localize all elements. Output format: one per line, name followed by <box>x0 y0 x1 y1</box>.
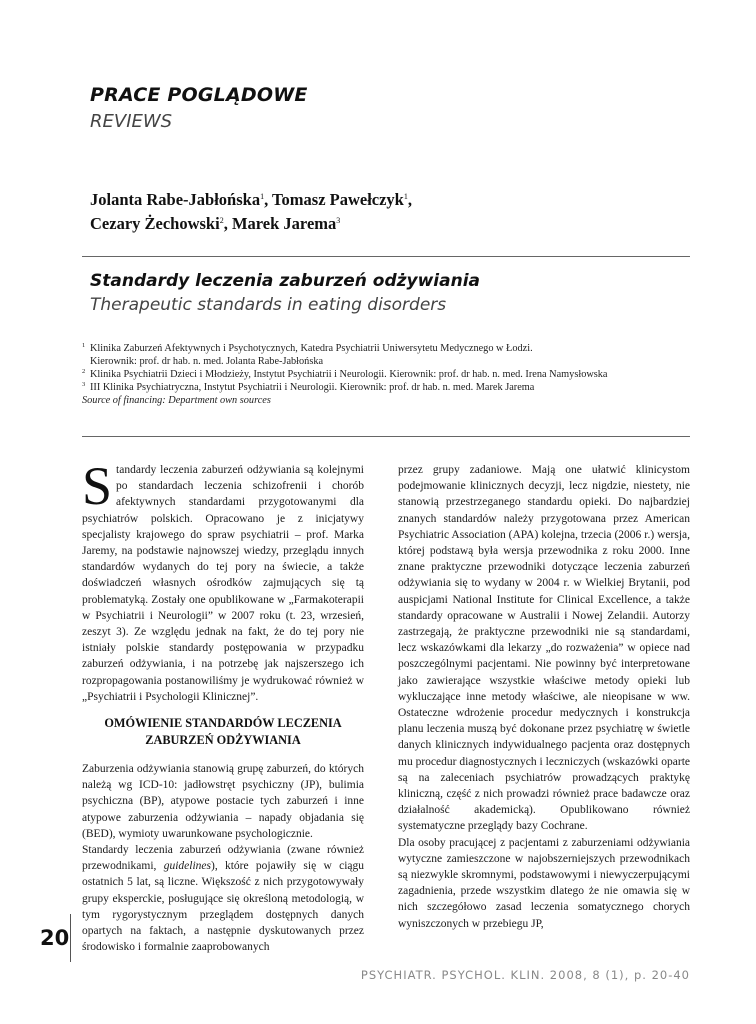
affiliation-item <box>82 342 694 355</box>
section-subtitle: REVIEWS <box>90 111 173 132</box>
affiliation-text: III Klinika Psychiatryczna, Instytut Psychiatrii i Neurologii. Kierownik: prof. dr hab. n. med. Marek Jarema <box>90 382 535 393</box>
body-paragraph: Zaburzenia odżywiania stanowią grupę zaburzeń, do których należą wg ICD-10: jadłowstręt psychiczny (JP), bulimia psychiczna (BP), atypowe postacie tych zaburzeń i inne atypowe zaburzenia odżywiania – napady objadania się (BED), wymioty uwarunkowane psychologicznie. <box>82 763 364 840</box>
author-separator: , <box>223 214 232 233</box>
section-heading-line-1: OMÓWIENIE STANDARDÓW LECZENIA <box>104 716 342 731</box>
affiliation-item <box>82 355 694 368</box>
body-paragraph <box>82 842 364 955</box>
section-heading-line-2: ZABURZEŃ ODŻYWIANIA <box>145 733 301 748</box>
author-affiliation-mark: 3 <box>336 216 341 225</box>
body-paragraph: przez grupy zadaniowe. Mają one ułatwić klinicystom podejmowanie klinicznych decyzji, lecz nigdzie, niestety, nie stanowią przestrzeganego standardu opieki. Do najbardziej znanych standardów należy przygotowana przez American Psychiatric Association (APA) kolejna, trzecia (2006 r.) wersja, której podstawą była wersja przewodnika z roku 2000. Inne znane praktyczne przewodniki dotyczące leczenia zaburzeń odżywiania się to wydany w 2004 r. w Wielkiej Brytanii, pod auspicjami National Institute for Clinical Excellence, a także standardy opracowane w Australii i Nowej Zelandii. Autorzy zastrzegają, że praktyczne przewodniki nie są standardami, lecz wskazówkami dla lekarzy „do rozważenia” w opiece nad poszczególnymi pacjentami. Nie powinny być interpretowane jako zawierające wszystkie właściwe metody opieki lub wykluczające inne metody właściwe, ale nieopisane w ww. Ostateczne wdrożenie procedur medycznych i konstrukcja planu leczenia muszą być dokonane przez psychiatrę w świetle danych klinicznych indywidualnego pacjenta oraz dostępnych mu procedur diagnostycznych i leczniczych (wskazówki oparte są na zaleceniach psychiatrów prowadzących praktykę kliniczną, część z nich prowadzi również prace badawcze oraz działalność akademicką). Opublikowano również systematyczne przeglądy bazy Cochrane. <box>398 464 690 833</box>
body-column-left <box>82 456 364 955</box>
author-affiliation-mark: 1 <box>260 192 265 201</box>
affiliation-item <box>82 381 694 394</box>
affiliation-text: Klinika Psychiatrii Dzieci i Młodzieży, Instytut Psychiatrii i Neurologii. Kierownik: prof. dr hab. n. med. Irena Namysłowska <box>90 369 608 380</box>
article-title: Standardy leczenia zaburzeń odżywiania <box>90 271 481 291</box>
author-name: Marek Jarema <box>231 214 337 233</box>
affiliation-mark: 3 <box>82 381 86 388</box>
body-paragraph: Dla osoby pracującej z pacjentami z zaburzeniami odżywiania wytyczne zamieszczone w najobszerniejszych przewodnikach są niezwykle skromnymi, podstawowymi i niewyczerpującymi zagadnienia, przede wszystkim dlatego że nie omawia się w nich szczegółowo zasad leczenia somatycznego chorych wyniszczonych w przebiegu JP, <box>398 836 690 930</box>
intro-text: tandardy leczenia zaburzeń odżywiania są kolejnymi po standardach leczenia schizofrenii i chorób afektywnych standardami przygotowanymi dla psychiatrów polskich. Opracowano je z inicjatywy specjalisty krajowego do spraw psychiatrii – prof. Marka Jaremy, na podstawie najnowszej wiedzy, przeglądu innych standardów wydanych do tej pory na świecie, a także doświadczeń własnych ośrodków zajmujących się tą problematyką. Zostały one opublikowane w „Farmakoterapii w Psychiatrii i Neurologii” w 2007 roku (t. 23, wrzesień, zeszyt 3). Ze względu jednak na fakt, że do tej pory nie istniały polskie standardy postępowania w przypadku zaburzeń odżywiania, i na potrzebę jak najszerszego ich rozpropagowania postanowiliśmy je wydrukować również w „Psychiatrii i Psychologii Klinicznej”. <box>82 464 364 703</box>
author-name: Cezary Żechowski <box>90 214 220 233</box>
article-title-english: Therapeutic standards in eating disorders <box>90 295 447 315</box>
section-heading <box>82 715 364 749</box>
author-separator: , <box>407 190 412 209</box>
source-of-financing: Source of financing: Department own sources <box>82 395 271 406</box>
section-title: PRACE POGLĄDOWE <box>90 84 308 106</box>
affiliations <box>82 342 694 407</box>
divider <box>82 256 690 257</box>
author-name: Jolanta Rabe-Jabłońska <box>90 190 261 209</box>
body-text: ), które pojawiły się w ciągu ostatnich 5 lat, są liczne. Większość z nich przygotowywały grupy eksperckie, posługujące się określoną metodologią, w tym rygorystycznym przeglądem dostępnych danych opartych na faktach, a następnie dyskutowanych przez środowisko i formalnie zaaprobowanych <box>82 860 364 954</box>
affiliation-mark: 1 <box>82 342 86 349</box>
author-line-1 <box>90 186 650 210</box>
body-column-right <box>398 462 690 932</box>
author-affiliation-mark: 2 <box>219 216 224 225</box>
body-text: Standardy leczenia zaburzeń odżywiania (zwane również przewodnikami, <box>82 844 364 873</box>
intro-paragraph <box>82 456 364 705</box>
page-number: 20 <box>40 926 70 950</box>
author-line-2 <box>90 210 650 234</box>
affiliation-text: Kierownik: prof. dr hab. n. med. Jolanta Rabe-Jabłońska <box>90 356 324 367</box>
affiliation-text: Klinika Zaburzeń Afektywnych i Psychotycznych, Katedra Psychiatrii Uniwersytetu Medycznego w Łodzi. <box>90 343 533 354</box>
divider <box>82 436 690 437</box>
affiliation-item <box>82 368 694 381</box>
author-list <box>90 186 650 234</box>
author-name: Tomasz Pawełczyk <box>272 190 404 209</box>
page-number-rule <box>70 914 71 962</box>
author-separator: , <box>264 190 273 209</box>
body-text-italic: guidelines <box>163 860 211 873</box>
author-affiliation-mark: 1 <box>403 192 408 201</box>
journal-footer: PSYCHIATR. PSYCHOL. KLIN. 2008, 8 (1), p. 20-40 <box>360 968 690 982</box>
drop-cap: S <box>82 456 113 516</box>
affiliation-mark: 2 <box>82 368 86 375</box>
